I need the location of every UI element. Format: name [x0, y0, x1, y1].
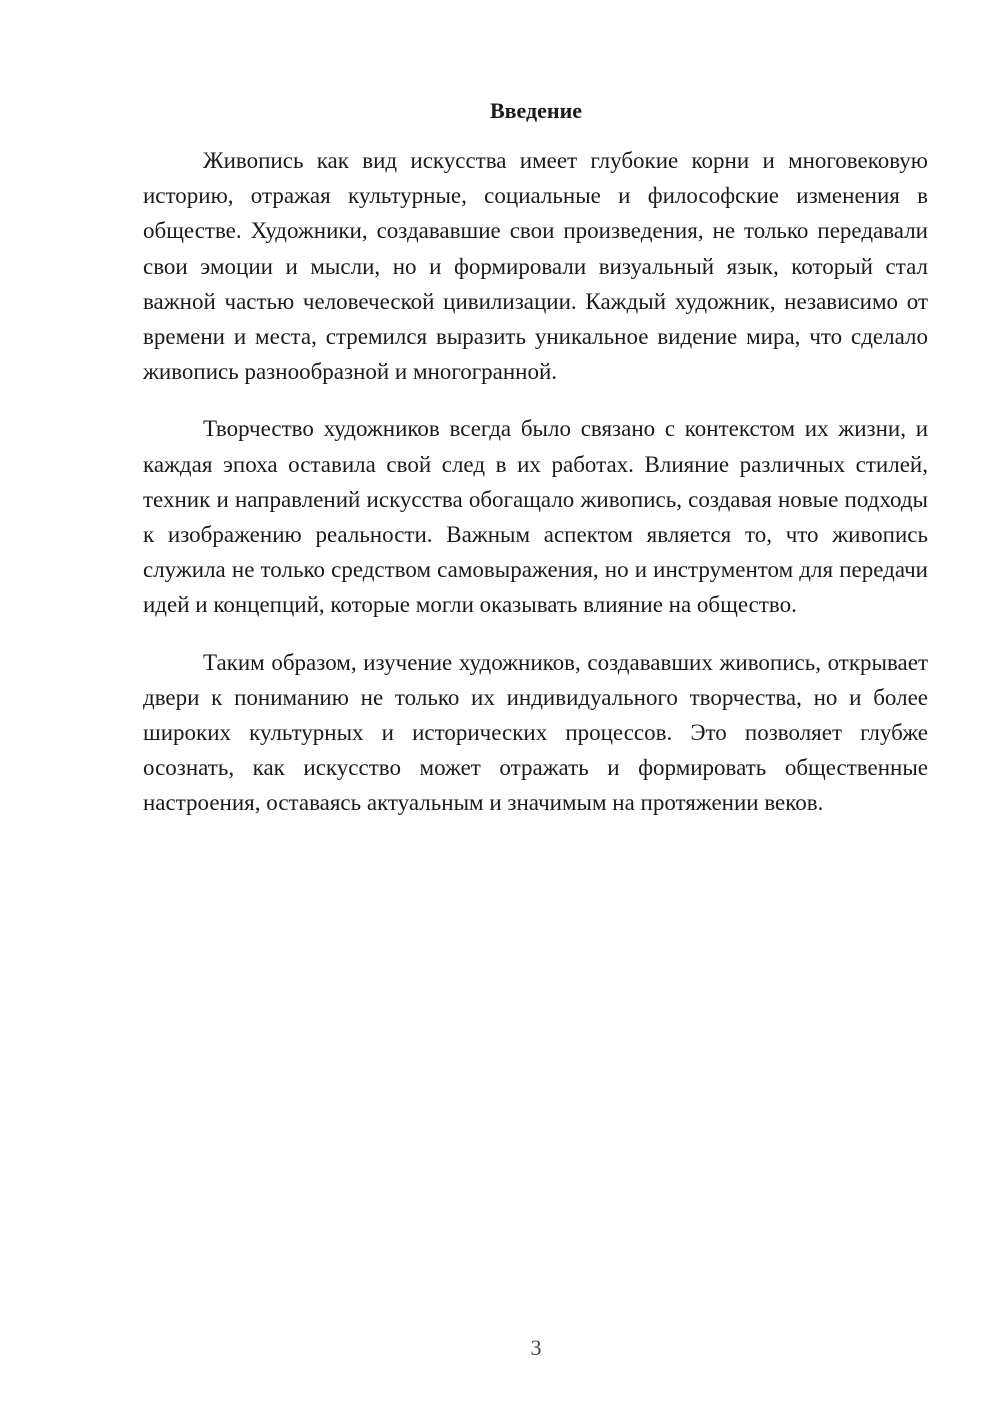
- paragraph-1: Живопись как вид искусства имеет глубокие корни и многовековую историю, отражая культурные, социальные и философские изменения в обществе. Художники, создававшие свои произведения, не только передавали свои эмоции и мысли, но и формировали визуальный язык, который стал важной частью человеческой цивилизации. Каждый художник, независимо от времени и места, стремился выразить уникальное видение мира, что сделало живопись разнообразной и многогранной.: [143, 148, 928, 385]
- paragraph-3: Таким образом, изучение художников, создававших живопись, открывает двери к пониманию не только их индивидуального творчества, но и более широких культурных и исторических процессов. Это позволяет глубже осознать, как искусство может отражать и формировать общественные настроения, оставаясь актуальным и значимым на протяжении веков.: [143, 649, 928, 816]
- section-heading: Введение: [489, 98, 583, 123]
- paragraph-2: Творчество художников всегда было связано с контекстом их жизни, и каждая эпоха оставила свой след в их работах. Влияние различных стилей, техник и направлений искусства обогащало живопись, создавая новые подходы к изображению реальности. Важным аспектом является то, что живопись служила не только средством самовыражения, но и инструментом для передачи идей и концепций, которые могли оказывать влияние на общество.: [143, 416, 928, 618]
- body-text: [143, 143, 928, 843]
- page-number: 3: [530, 1335, 542, 1360]
